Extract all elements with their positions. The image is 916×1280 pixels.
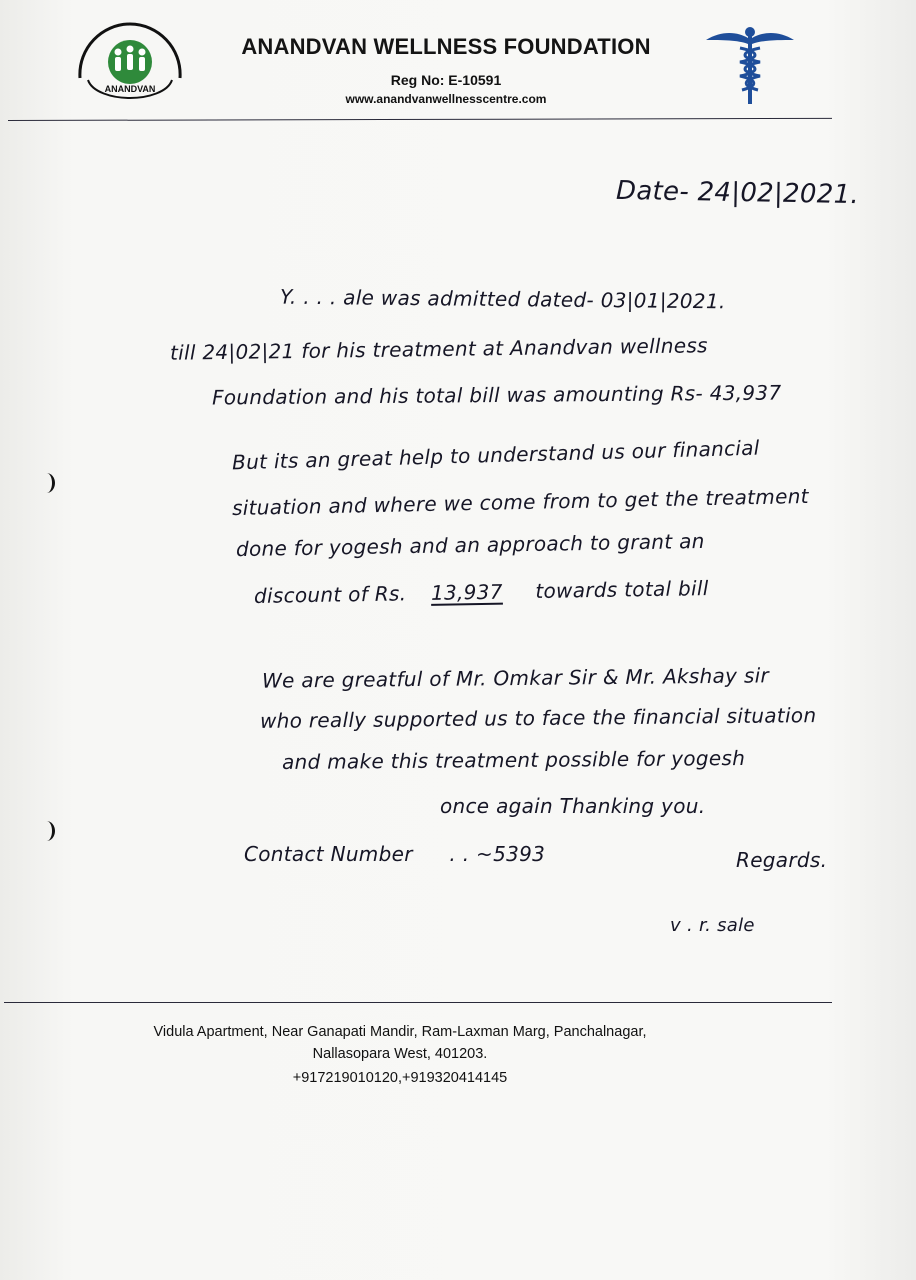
thanks-line: once again Thanking you. bbox=[440, 794, 706, 818]
footer-divider bbox=[4, 1002, 832, 1003]
regards-text: Regards. bbox=[736, 848, 828, 872]
caduceus-icon bbox=[700, 18, 800, 108]
body-line: situation and where we come from to get the treatment bbox=[231, 483, 810, 521]
org-name: ANANDVAN WELLNESS FOUNDATION bbox=[241, 34, 651, 59]
website-text: www.anandvanwellnesscentre.com bbox=[345, 92, 547, 106]
reg-number: Reg No: E-10591 bbox=[390, 72, 502, 88]
body-line: and make this treatment possible for yogesh bbox=[281, 745, 746, 775]
footer-address-line2: Nallasopara West, 401203. bbox=[312, 1046, 488, 1062]
logo-text: ANANDVAN bbox=[104, 84, 156, 94]
footer-phones: +917219010120,+919320414145 bbox=[292, 1070, 508, 1086]
body-line: Y. . . . ale was admitted dated- 03|01|2021. bbox=[279, 284, 726, 314]
body-line: Foundation and his total bill was amounting Rs- 43,937 bbox=[211, 380, 782, 410]
family-hands-logo-icon bbox=[72, 18, 188, 102]
body-line: But its an great help to understand us our financial bbox=[231, 435, 760, 475]
contact-label: Contact Number bbox=[244, 842, 413, 866]
discount-line bbox=[254, 576, 709, 608]
body-line: We are greatful of Mr. Omkar Sir & Mr. Akshay sir bbox=[261, 663, 770, 693]
discount-suffix: towards total bill bbox=[535, 576, 709, 604]
discount-label: discount of Rs. bbox=[253, 581, 407, 608]
footer-address-line1: Vidula Apartment, Near Ganapati Mandir, Ram-Laxman Marg, Panchalnagar, bbox=[153, 1024, 647, 1040]
signature: v . r. sale bbox=[670, 915, 755, 936]
body-line: done for yogesh and an approach to grant an bbox=[235, 528, 705, 562]
body-line: till 24|02|21 for his treatment at Anandvan wellness bbox=[169, 333, 708, 365]
punch-hole bbox=[38, 821, 55, 841]
contact-value: . . ~5393 bbox=[449, 842, 546, 866]
contact-number bbox=[244, 842, 545, 866]
letter-date: Date- 24|02|2021. bbox=[615, 175, 860, 211]
discount-amount: 13,937 bbox=[430, 579, 503, 605]
punch-hole bbox=[38, 473, 55, 493]
header-divider bbox=[8, 118, 832, 121]
body-line: who really supported us to face the financial situation bbox=[259, 703, 817, 733]
